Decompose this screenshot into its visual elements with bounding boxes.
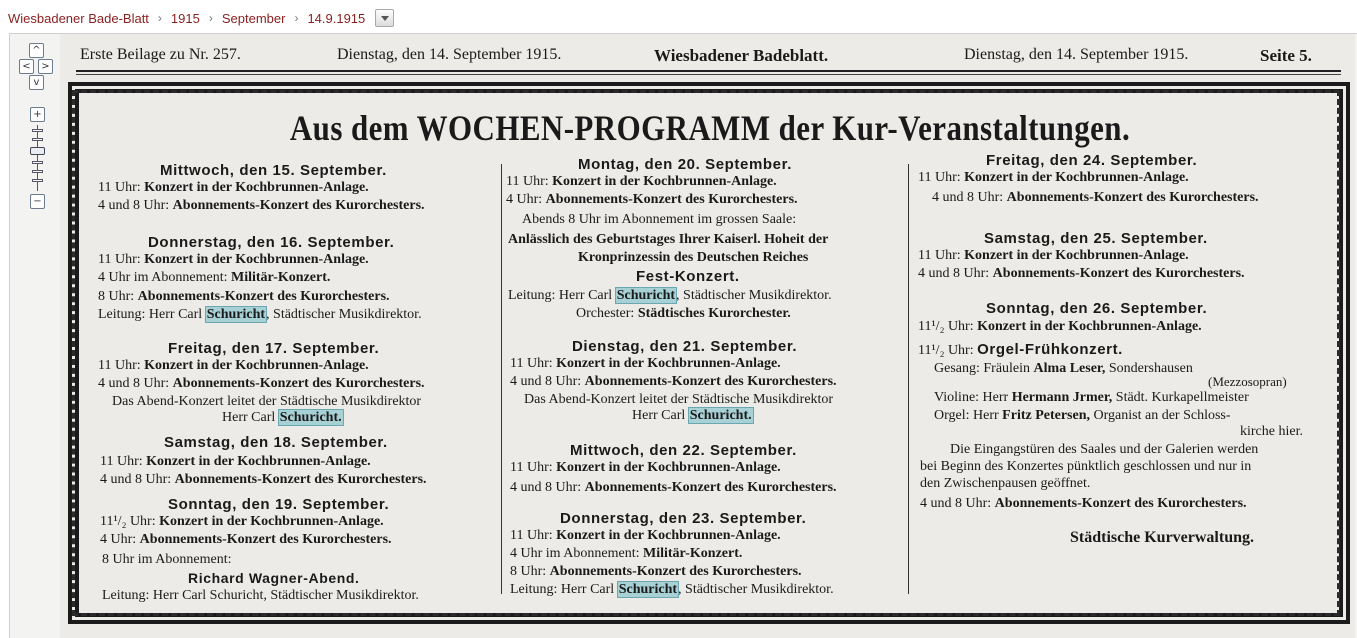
day-heading: Donnerstag, den 23. September. xyxy=(560,510,807,527)
program-line: 11 Uhr: Konzert in der Kochbrunnen-Anlage. xyxy=(98,180,369,195)
column-rule xyxy=(501,164,502,594)
program-line: Leitung: Herr Carl Schuricht, Städtischer Musikdirektor. xyxy=(102,588,419,603)
masthead: Wiesbadener Badeblatt. xyxy=(654,46,829,65)
header-date-left: Dienstag, den 14. September 1915. xyxy=(337,46,562,63)
pan-left-button[interactable]: < xyxy=(19,59,34,74)
event-title: Fest-Konzert. xyxy=(636,268,740,285)
zoom-in-button[interactable]: + xyxy=(30,107,45,122)
search-highlight[interactable]: Schuricht. xyxy=(279,410,342,425)
zoom-thumb[interactable] xyxy=(30,147,45,155)
program-line: 4 und 8 Uhr: Abonnements-Konzert des Kurorchesters. xyxy=(98,198,425,213)
program-line: Anlässlich des Geburtstages Ihrer Kaiserl. Hoheit der xyxy=(508,232,829,247)
program-line: 8 Uhr: Abonnements-Konzert des Kurorchesters. xyxy=(98,289,390,304)
search-highlight[interactable]: Schuricht xyxy=(616,288,676,303)
program-line: 4 Uhr: Abonnements-Konzert des Kurorchesters. xyxy=(506,192,798,207)
breadcrumb xyxy=(8,8,394,28)
program-line: Herr Carl Schuricht. xyxy=(222,410,342,425)
program-line: 4 und 8 Uhr: Abonnements-Konzert des Kurorchesters. xyxy=(100,472,427,487)
search-highlight[interactable]: Schuricht xyxy=(206,307,266,322)
event-title: Richard Wagner-Abend. xyxy=(188,570,360,586)
breadcrumb-date[interactable]: 14.9.1915 xyxy=(307,10,366,26)
zoom-out-button[interactable]: − xyxy=(30,194,45,209)
day-heading: Freitag, den 17. September. xyxy=(168,340,380,357)
program-line: 4 und 8 Uhr: Abonnements-Konzert des Kurorchesters. xyxy=(932,190,1259,205)
header-date-right: Dienstag, den 14. September 1915. xyxy=(964,46,1189,63)
program-line: 11¹/₂ Uhr: Orgel-Frühkonzert. xyxy=(918,341,1123,358)
program-line: Leitung: Herr Carl Schuricht, Städtischer Musikdirektor. xyxy=(508,288,832,303)
program-line: 4 und 8 Uhr: Abonnements-Konzert des Kurorchesters. xyxy=(98,376,425,391)
program-line: 8 Uhr im Abonnement: xyxy=(102,552,232,567)
program-title: Aus dem WOCHEN-PROGRAMM der Kur-Veranstaltungen. xyxy=(289,108,1131,148)
program-line: bei Beginn des Konzertes pünktlich geschlossen und nur in xyxy=(920,459,1252,474)
program-line: Orgel: Herr Fritz Petersen, Organist an der Schloss- xyxy=(934,408,1231,423)
program-line: Die Eingangstüren des Saales und der Galerien werden xyxy=(950,442,1259,457)
breadcrumb-title[interactable]: Wiesbadener Bade-Blatt xyxy=(8,10,149,26)
program-line: 11 Uhr: Konzert in der Kochbrunnen-Anlage. xyxy=(918,248,1189,263)
program-line: 4 und 8 Uhr: Abonnements-Konzert des Kurorchesters. xyxy=(510,480,837,495)
program-line: Leitung: Herr Carl Schuricht, Städtischer Musikdirektor. xyxy=(98,307,422,322)
program-line: 4 und 8 Uhr: Abonnements-Konzert des Kurorchesters. xyxy=(510,374,837,389)
program-line: 11 Uhr: Konzert in der Kochbrunnen-Anlage. xyxy=(510,528,781,543)
search-highlight[interactable]: Schuricht xyxy=(618,582,678,597)
day-heading: Mittwoch, den 22. September. xyxy=(570,442,797,459)
search-highlight[interactable]: Schuricht. xyxy=(689,408,752,423)
day-heading: Sonntag, den 19. September. xyxy=(168,496,390,513)
page-header xyxy=(60,46,1350,68)
program-line: Kronprinzessin des Deutschen Reiches xyxy=(578,250,809,265)
header-rule xyxy=(76,74,1341,75)
program-line: 11 Uhr: Konzert in der Kochbrunnen-Anlage. xyxy=(506,174,777,189)
page-number: Seite 5. xyxy=(1260,46,1312,65)
issue-dropdown-button[interactable] xyxy=(375,9,394,27)
page-viewer[interactable] xyxy=(9,33,1357,638)
program-line: 11¹/₂ Uhr: Konzert in der Kochbrunnen-Anlage. xyxy=(918,319,1202,334)
supplement-label: Erste Beilage zu Nr. 257. xyxy=(80,46,241,63)
program-line: Gesang: Fräulein Alma Leser, Sondershausen xyxy=(934,361,1193,376)
program-line: 11 Uhr: Konzert in der Kochbrunnen-Anlage. xyxy=(510,460,781,475)
day-heading: Montag, den 20. September. xyxy=(578,156,792,173)
program-line: 4 Uhr im Abonnement: Militär-Konzert. xyxy=(510,546,743,561)
chevron-down-icon xyxy=(381,16,389,21)
program-line: Violine: Herr Hermann Jrmer, Städt. Kurkapellmeister xyxy=(934,390,1249,405)
program-line: Leitung: Herr Carl Schuricht, Städtischer Musikdirektor. xyxy=(510,582,834,597)
breadcrumb-separator: › xyxy=(294,11,299,25)
zoom-slider[interactable] xyxy=(30,125,45,191)
program-line: 11 Uhr: Konzert in der Kochbrunnen-Anlage. xyxy=(918,170,1189,185)
pan-right-button[interactable]: > xyxy=(38,59,53,74)
program-line: Das Abend-Konzert leitet der Städtische Musikdirektor xyxy=(524,392,834,407)
program-line: 11 Uhr: Konzert in der Kochbrunnen-Anlage. xyxy=(100,454,371,469)
zoom-tick[interactable] xyxy=(32,161,43,164)
zoom-tick[interactable] xyxy=(32,179,43,182)
zoom-tick[interactable] xyxy=(32,129,43,132)
header-rule xyxy=(76,70,1341,72)
day-heading: Samstag, den 18. September. xyxy=(164,434,388,451)
pan-up-button[interactable]: ^ xyxy=(29,43,44,58)
zoom-tick[interactable] xyxy=(32,138,43,141)
program-line: Abends 8 Uhr im Abonnement im grossen Saale: xyxy=(522,212,797,227)
day-heading: Dienstag, den 21. September. xyxy=(572,338,798,355)
pan-down-button[interactable]: v xyxy=(29,75,44,90)
program-line: 4 Uhr im Abonnement: Militär-Konzert. xyxy=(98,270,331,285)
program-line: 11 Uhr: Konzert in der Kochbrunnen-Anlage. xyxy=(98,252,369,267)
day-heading: Samstag, den 25. September. xyxy=(984,230,1208,247)
day-heading: Donnerstag, den 16. September. xyxy=(148,234,395,251)
signature: Städtische Kurverwaltung. xyxy=(1070,529,1254,546)
breadcrumb-separator: › xyxy=(208,11,213,25)
column-rule xyxy=(908,164,909,594)
breadcrumb-month[interactable]: September xyxy=(221,10,286,26)
program-line: 8 Uhr: Abonnements-Konzert des Kurorchesters. xyxy=(510,564,802,579)
day-heading: Freitag, den 24. September. xyxy=(986,152,1198,169)
program-line: 11 Uhr: Konzert in der Kochbrunnen-Anlage. xyxy=(510,356,781,371)
program-line: (Mezzosopran) xyxy=(1208,374,1287,389)
day-heading: Sonntag, den 26. September. xyxy=(986,300,1208,317)
program-line: 4 und 8 Uhr: Abonnements-Konzert des Kurorchesters. xyxy=(920,496,1247,511)
program-line: kirche hier. xyxy=(1240,424,1303,439)
program-line: 4 und 8 Uhr: Abonnements-Konzert des Kurorchesters. xyxy=(918,266,1245,281)
breadcrumb-separator: › xyxy=(157,11,162,25)
breadcrumb-year[interactable]: 1915 xyxy=(170,10,200,26)
program-line: Herr Carl Schuricht. xyxy=(632,408,752,423)
day-heading: Mittwoch, den 15. September. xyxy=(160,162,387,179)
zoom-tick[interactable] xyxy=(32,170,43,173)
program-line: den Zwischenpausen geöffnet. xyxy=(920,476,1091,491)
program-line: 11 Uhr: Konzert in der Kochbrunnen-Anlage. xyxy=(98,358,369,373)
program-line: Das Abend-Konzert leitet der Städtische Musikdirektor xyxy=(112,394,422,409)
program-line: 4 Uhr: Abonnements-Konzert des Kurorchesters. xyxy=(100,532,392,547)
newspaper-page xyxy=(60,34,1355,638)
program-line: 11¹/₂ Uhr: Konzert in der Kochbrunnen-Anlage. xyxy=(100,514,384,529)
program-line: Orchester: Städtisches Kurorchester. xyxy=(576,306,791,321)
